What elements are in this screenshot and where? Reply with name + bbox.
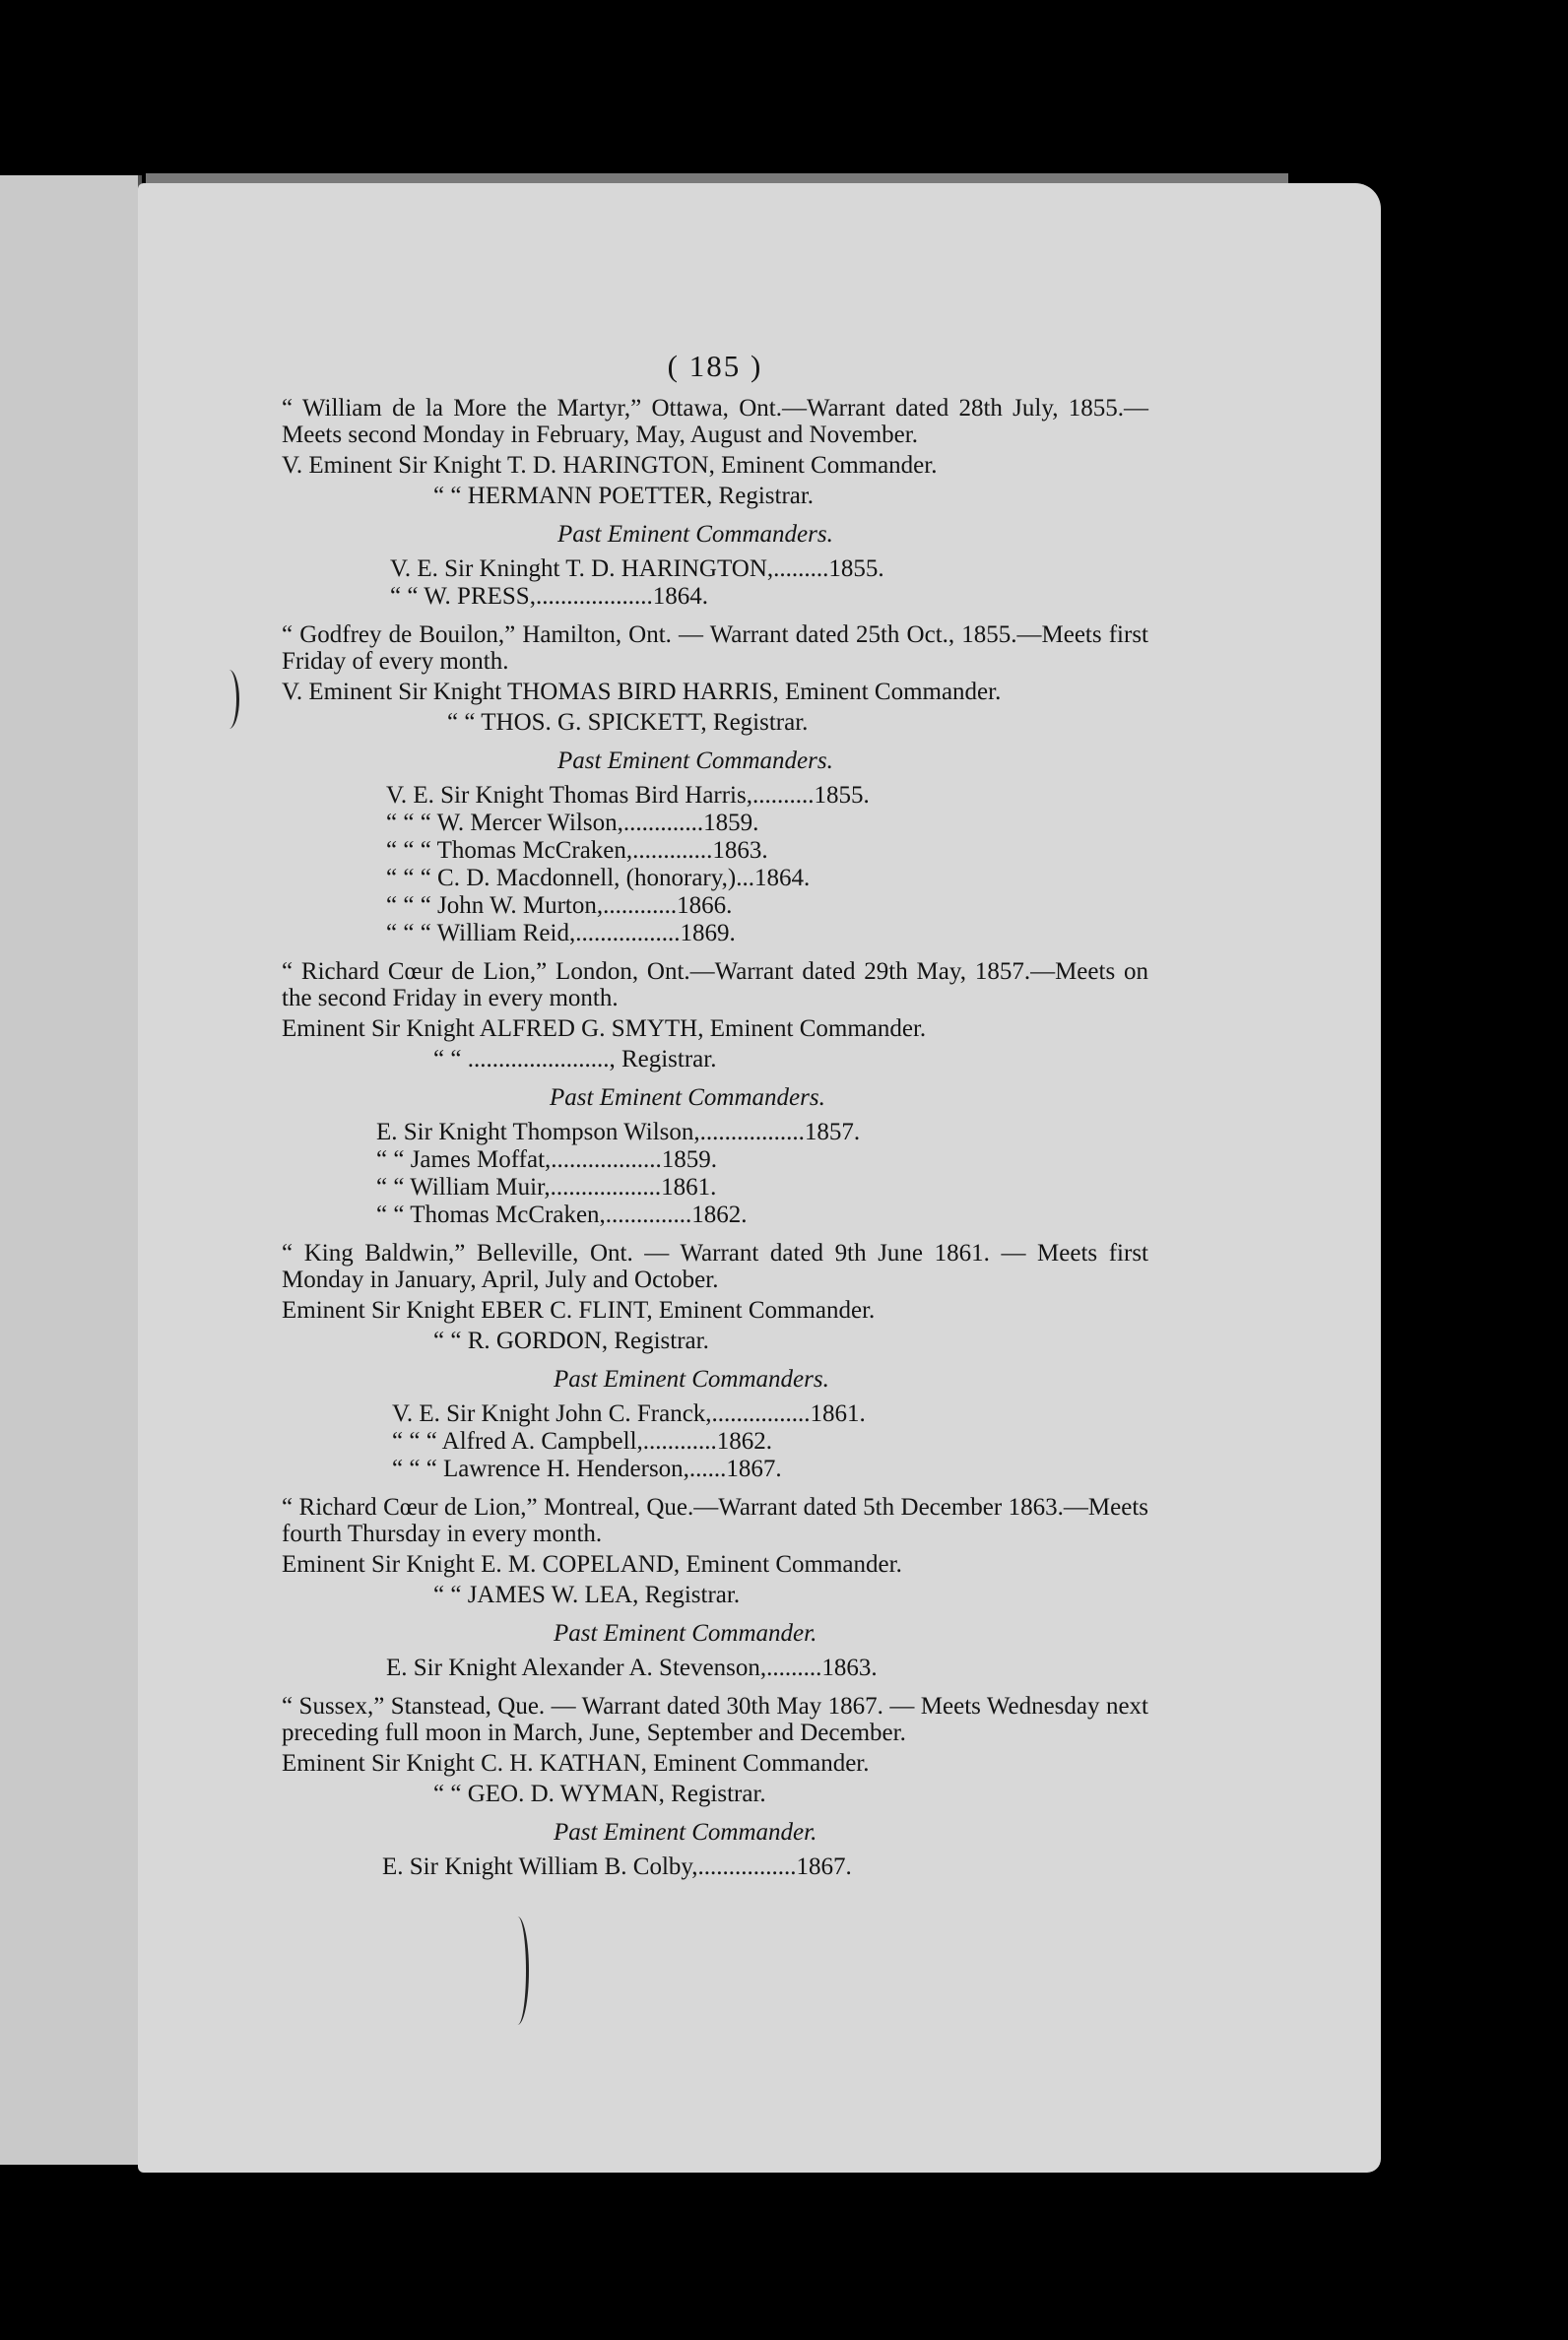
past-commander-line: E. Sir Knight Thompson Wilson,.................1857. — [376, 1119, 861, 1145]
past-commander-line: “ “ William Muir,..................1861. — [376, 1174, 717, 1201]
past-commanders-heading: Past Eminent Commanders. — [557, 748, 833, 774]
past-commanders-heading: Past Eminent Commanders. — [554, 1366, 829, 1393]
registrar-line: “ “ JAMES W. LEA, Registrar. — [433, 1582, 741, 1608]
past-commander-line: “ “ James Moffat,..................1859. — [376, 1146, 718, 1173]
past-commander-line: “ “ “ Lawrence H. Henderson,......1867. — [392, 1456, 782, 1482]
past-commander-line: “ “ “ C. D. Macdonnell, (honorary,)...1864. — [386, 865, 811, 891]
commander-line: Eminent Sir Knight C. H. KATHAN, Eminent Commander. — [282, 1750, 870, 1777]
book-page — [138, 183, 1381, 2173]
commandery-entry — [282, 395, 1148, 610]
past-commanders-heading: Past Eminent Commanders. — [557, 521, 833, 548]
commander-line: Eminent Sir Knight E. M. COPELAND, Eminent Commander. — [282, 1551, 902, 1578]
commander-line: Eminent Sir Knight EBER C. FLINT, Eminent Commander. — [282, 1297, 876, 1324]
past-commanders-heading: Past Eminent Commander. — [554, 1819, 817, 1846]
entry-intro: “ William de la More the Martyr,” Ottawa, Ont.—Warrant dated 28th July, 1855.—Meets second Monday in February, May, August and November. — [282, 395, 1148, 448]
pen-mark — [219, 670, 239, 729]
registrar-line: “ “ THOS. G. SPICKETT, Registrar. — [447, 709, 809, 736]
page-number: ( 185 ) — [667, 349, 763, 383]
past-commander-line: “ “ Thomas McCraken,..............1862. — [376, 1202, 748, 1228]
commandery-entry — [282, 958, 1148, 1228]
commandery-entry — [282, 1494, 1148, 1681]
past-commander-line: “ “ “ John W. Murton,............1866. — [386, 892, 733, 919]
past-commander-line: “ “ “ Alfred A. Campbell,............1862. — [392, 1428, 773, 1455]
facing-page-edge — [0, 175, 142, 2165]
past-commander-line: “ “ “ Thomas McCraken,.............1863. — [386, 837, 768, 864]
commandery-entry — [282, 621, 1148, 946]
past-commander-line: “ “ “ W. Mercer Wilson,.............1859. — [386, 810, 759, 836]
past-commander-line: E. Sir Knight Alexander A. Stevenson,.........1863. — [386, 1655, 878, 1681]
pen-mark — [506, 1917, 529, 2025]
commander-line: V. Eminent Sir Knight THOMAS BIRD HARRIS, Eminent Commander. — [282, 679, 1002, 705]
past-commander-line: E. Sir Knight William B. Colby,................1867. — [382, 1853, 852, 1880]
commandery-entry — [282, 1693, 1148, 1880]
entry-intro: “ King Baldwin,” Belleville, Ont. — Warrant dated 9th June 1861. — Meets first Monday in January, April, July and October. — [282, 1240, 1148, 1293]
registrar-line: “ “ ......................., Registrar. — [433, 1046, 717, 1072]
past-commanders-heading: Past Eminent Commander. — [554, 1620, 817, 1647]
past-commander-line: V. E. Sir Knight Thomas Bird Harris,..........1855. — [386, 782, 870, 809]
past-commanders-heading: Past Eminent Commanders. — [550, 1084, 825, 1111]
past-commander-line: V. E. Sir Knight John C. Franck,................1861. — [392, 1400, 866, 1427]
registrar-line: “ “ R. GORDON, Registrar. — [433, 1328, 709, 1354]
commander-line: Eminent Sir Knight ALFRED G. SMYTH, Eminent Commander. — [282, 1015, 927, 1042]
past-commander-line: “ “ “ William Reid,.................1869. — [386, 920, 736, 946]
registrar-line: “ “ HERMANN POETTER, Registrar. — [433, 483, 815, 509]
commander-line: V. Eminent Sir Knight T. D. HARINGTON, Eminent Commander. — [282, 452, 938, 479]
entry-intro: “ Richard Cœur de Lion,” London, Ont.—Warrant dated 29th May, 1857.—Meets on the second Friday in every month. — [282, 958, 1148, 1011]
page-text — [282, 349, 1148, 1881]
past-commander-line: V. E. Sir Kninght T. D. HARINGTON,.........1855. — [390, 555, 884, 582]
entry-intro: “ Godfrey de Bouilon,” Hamilton, Ont. — Warrant dated 25th Oct., 1855.—Meets first Friday of every month. — [282, 621, 1148, 675]
entry-intro: “ Richard Cœur de Lion,” Montreal, Que.—Warrant dated 5th December 1863.—Meets fourth Thursday in every month. — [282, 1494, 1148, 1547]
registrar-line: “ “ GEO. D. WYMAN, Registrar. — [433, 1781, 766, 1807]
entry-intro: “ Sussex,” Stanstead, Que. — Warrant dated 30th May 1867. — Meets Wednesday next preceding full moon in March, June, September and December. — [282, 1693, 1148, 1746]
past-commander-line: “ “ W. PRESS,...................1864. — [390, 583, 708, 610]
commandery-entry — [282, 1240, 1148, 1482]
